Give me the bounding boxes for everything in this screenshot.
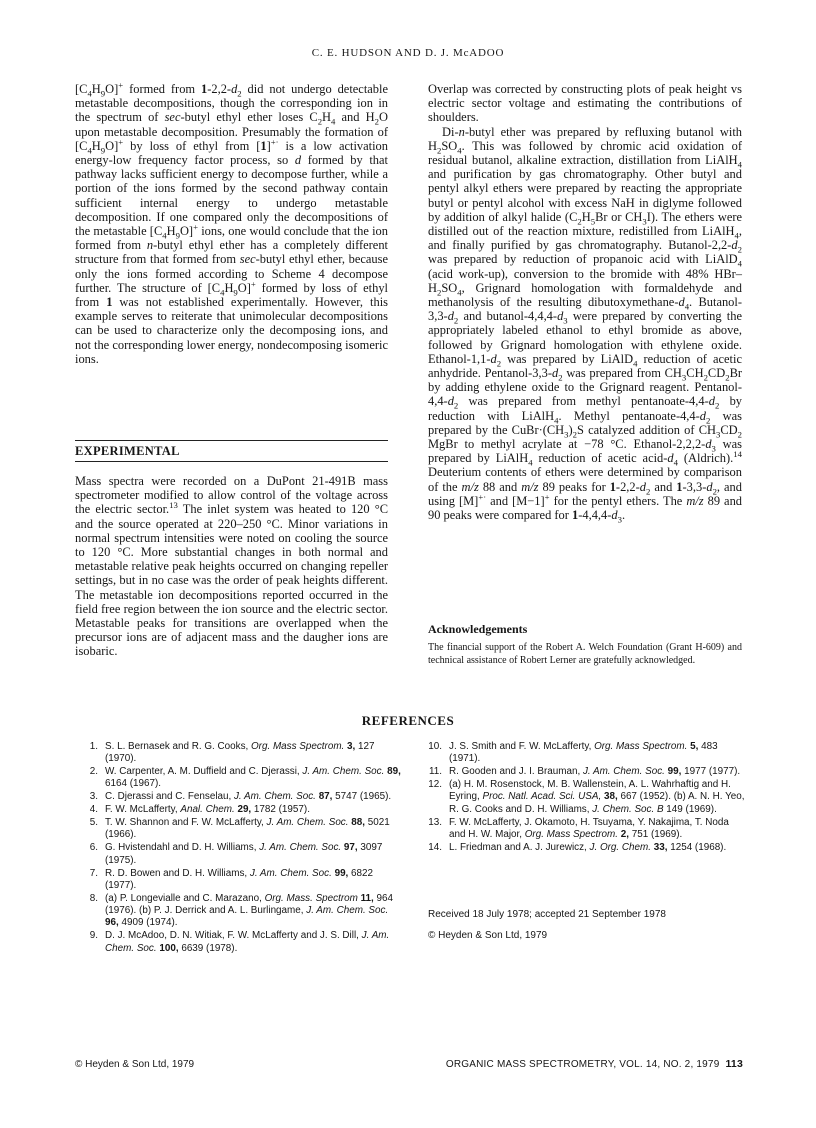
reference-item xyxy=(425,842,745,854)
reference-text: S. L. Bernasek and R. G. Cooks, Org. Mass Spectrom. 3, 127 (1970). xyxy=(105,741,375,765)
section-rule-top xyxy=(75,440,388,441)
journal-citation: ORGANIC MASS SPECTROMETRY, VOL. 14, NO. 2, 1979 xyxy=(445,1059,720,1070)
reference-number: 12. xyxy=(428,779,442,791)
acknowledgements-heading: Acknowledgements xyxy=(428,622,528,636)
reference-item xyxy=(81,766,401,791)
reference-number: 7. xyxy=(89,867,98,879)
reference-number: 14. xyxy=(428,841,442,853)
reference-text: F. W. McLafferty, Anal. Chem. 29, 1782 (1957). xyxy=(105,804,310,816)
reference-number: 13. xyxy=(428,816,442,828)
page-number: 113 xyxy=(725,1058,743,1070)
reference-item xyxy=(81,741,401,766)
reference-text: C. Djerassi and C. Fenselau, J. Am. Chem. Soc. 87, 5747 (1965). xyxy=(105,791,392,803)
reference-item xyxy=(81,842,401,867)
references-list-right xyxy=(425,741,745,855)
reference-number: 6. xyxy=(89,842,98,854)
reference-number: 1. xyxy=(89,741,98,752)
reference-item xyxy=(81,817,401,842)
reference-item xyxy=(81,930,401,955)
running-head: C. E. HUDSON AND D. J. McADOO xyxy=(311,47,505,59)
reference-item xyxy=(425,779,745,816)
references-list-left xyxy=(81,741,401,955)
reference-text: (a) P. Longevialle and C. Marazano, Org. Mass. Spectrom 11, 964 (1976). (b) P. J. Derrick and A. L. Burlingame, J. Am. Chem. Soc. 96, 4909 (1974). xyxy=(105,892,394,929)
footer-journal xyxy=(446,1058,743,1070)
synthesis-paragraph: Di-n-butyl ether was prepared by refluxing butanol with $H_2SO_4$. This was followed by chromic acid oxidation of residual butanol, alkaline extraction, distillation from LiAlH$_4$ and purification by gas chromatography. Other butyl and pentyl alkyl ethers were prepared by reacting the appropriate butyl or pentyl alcohol with excess NaH in diglyme followed by addition of alkyl halide ($C_2H_5Br$ or $CH_3I$). The ethers were distilled out of the reaction mixture, redistilled from LiAlH$_4$, and finally purified by gas chromatography. Butanol-$2,2-d_2$ was prepared by reduction of propanoic acid with LiAlD$_4$ (acid work-up), conversion to the bromide with 48% HBr–$H_2SO_4$, Grignard homologation with formaldehyde and methanolysis of the resulting dibutoxymethane-$d_4$. Butanol-$3,3-d_2$ and butanol-$4,4,4-d_3$ were prepared by converting the appropriately labeled ethanol to ethyl bromide as above, followed by Grignard homologation with ethylene oxide. Ethanol-$1,1-d_2$ was prepared by LiAlD$_4$ reduction of acetic anhydride. Pentanol-$3,3-d_2$ was prepared from $CH_3CH_2CD_2Br$ by adding ethylene oxide to the Grignard reagent. Pentanol-$4,4-d_2$ was prepared from methyl pentanoate-$4,4-d_2$ by reduction with LiAlH$_4$. Methyl pentanoate-$4,4-d_2$ was prepared by the $CuBr\cdot(CH_3)_2S$ catalyzed addition of $CH_3CD_2$ MgBr to methyl acrylate at −78 °C. Ethanol-$2,2,2-d_3$ was prepared by LiAlH$_4$ reduction of acetic acid-$d_4$ (Aldrich).$^{14}$ Deuterium contents of ethers were determined by comparison of the m/z 88 and m/z 89 peaks for $1-2,2-d_2$ and $1-3,3-d_2$, and using [M]+· and [M−1]+ for the pentyl ethers. The m/z 89 and 90 peaks were compared for $1-4,4,4-d_3$. xyxy=(428,124,743,525)
reference-number: 3. xyxy=(89,791,98,803)
discussion-paragraph: $[C_4H_9O]^+$ formed from $1-2,2-d_2$ did not undergo detectable metastable decompositions, though the corresponding ion in the spectrum of sec-butyl ethyl ether loses $C_2H_4$ and $H_2O$ upon metastable decomposition. Presumably the formation of $[C_4H_9O]^+$ by loss of ethyl from [1]+· is a low activation energy-low frequency factor process, so d formed by that pathway lacks sufficient energy to decompose further, while a portion of the ions formed by the second pathway contain sufficient internal energy to undergo metastable decomposition. If one compared only the decompositions of the metastable $[C_4H_9O]^+$ ions, one would conclude that the ion formed from n-butyl ethyl ether has a completely different structure from that formed from sec-butyl ethyl ether, because only the ions formed according to Scheme 4 decompose further. The structure of $[C_4H_9O]^+$ formed by loss of ethyl from 1 was not established experimentally. However, this example serves to reiterate that unimolecular decompositions can be used to characterize only the decomposing ions, and not the corresponding lower energy, nondecomposing isomeric ions. xyxy=(75,79,389,366)
reference-text: G. Hvistendahl and D. H. Williams, J. Am. Chem. Soc. 97, 3097 (1975). xyxy=(105,842,383,866)
reference-text: J. S. Smith and F. W. McLafferty, Org. Mass Spectrom. 5, 483 (1971). xyxy=(449,741,718,765)
reference-text: F. W. McLafferty, J. Okamoto, H. Tsuyama, Y. Nakajima, T. Noda and H. W. Major, Org. Mass Spectrom. 2, 751 (1969). xyxy=(449,816,729,840)
footer-copyright: © Heyden & Son Ltd, 1979 xyxy=(75,1059,195,1070)
reference-number: 4. xyxy=(89,804,98,816)
section-rule-bottom xyxy=(75,461,388,462)
reference-number: 10. xyxy=(428,741,442,752)
experimental-heading: EXPERIMENTAL xyxy=(75,444,180,458)
reference-item xyxy=(81,893,401,930)
right-column-text xyxy=(428,82,743,525)
reference-item xyxy=(81,791,401,803)
reference-item xyxy=(425,817,745,842)
reference-item xyxy=(425,766,745,778)
reference-number: 9. xyxy=(89,930,98,942)
copyright-notice: © Heyden & Son Ltd, 1979 xyxy=(428,930,548,941)
reference-item xyxy=(81,868,401,893)
reference-text: R. Gooden and J. I. Brauman, J. Am. Chem. Soc. 99, 1977 (1977). xyxy=(449,766,741,778)
overlap-paragraph: Overlap was corrected by constructing plots of peak height vs electric sector voltage and estimating the contributions of shoulders. xyxy=(428,82,742,125)
reference-text: D. J. McAdoo, D. N. Witiak, F. W. McLafferty and J. S. Dill, J. Am. Chem. Soc. 100, 6639 (1978). xyxy=(105,930,390,954)
reference-number: 2. xyxy=(89,766,98,778)
acknowledgements-text: The financial support of the Robert A. Welch Foundation (Grant H-609) and technical assistance of Robert Lerner are gratefully acknowledged. xyxy=(428,642,742,666)
reference-item xyxy=(425,741,745,766)
received-date: Received 18 July 1978; accepted 21 September 1978 xyxy=(428,909,666,920)
reference-number: 11. xyxy=(429,766,442,778)
left-column-text xyxy=(75,79,389,366)
reference-text: R. D. Bowen and D. H. Williams, J. Am. Chem. Soc. 99, 6822 (1977). xyxy=(105,867,374,891)
references-heading: REFERENCES xyxy=(361,713,455,728)
experimental-paragraph: Mass spectra were recorded on a DuPont 21-491B mass spectrometer modified to allow control of the voltage across the electric sector.$^{13}$ The inlet system was heated to 120 °C and the source operated at 220–250 °C. Minor variations in normal spectrum intensities were noted on cooling the source to 120 °C. More substantial changes in both normal and metastable relative peak heights occurred on changing repeller settings, but in no case was the order of peak heights different. The metastable ion decompositions reported occurred in the field free region between the ion source and the electric sector. Metastable peaks for transitions are overlapped when the precursor ions are of adjacent mass and the daugher ions are isobaric. xyxy=(75,474,388,659)
reference-item xyxy=(81,804,401,816)
reference-text: T. W. Shannon and F. W. McLafferty, J. Am. Chem. Soc. 88, 5021 (1966). xyxy=(105,817,390,841)
reference-text: (a) H. M. Rosenstock, M. B. Wallenstein, A. L. Wahrhaftig and H. Eyring, Proc. Natl. Acad. Sci. USA, 38, 667 (1952). (b) A. N. H. Yeo, R. G. Cooks and D. H. Williams, J. Chem. Soc. B 149 (1969). xyxy=(449,779,745,815)
reference-number: 8. xyxy=(89,892,98,904)
reference-text: L. Friedman and A. J. Jurewicz, J. Org. Chem. 33, 1254 (1968). xyxy=(449,841,727,853)
reference-number: 5. xyxy=(89,817,98,829)
reference-text: W. Carpenter, A. M. Duffield and C. Djerassi, J. Am. Chem. Soc. 89, 6164 (1967). xyxy=(105,766,401,790)
